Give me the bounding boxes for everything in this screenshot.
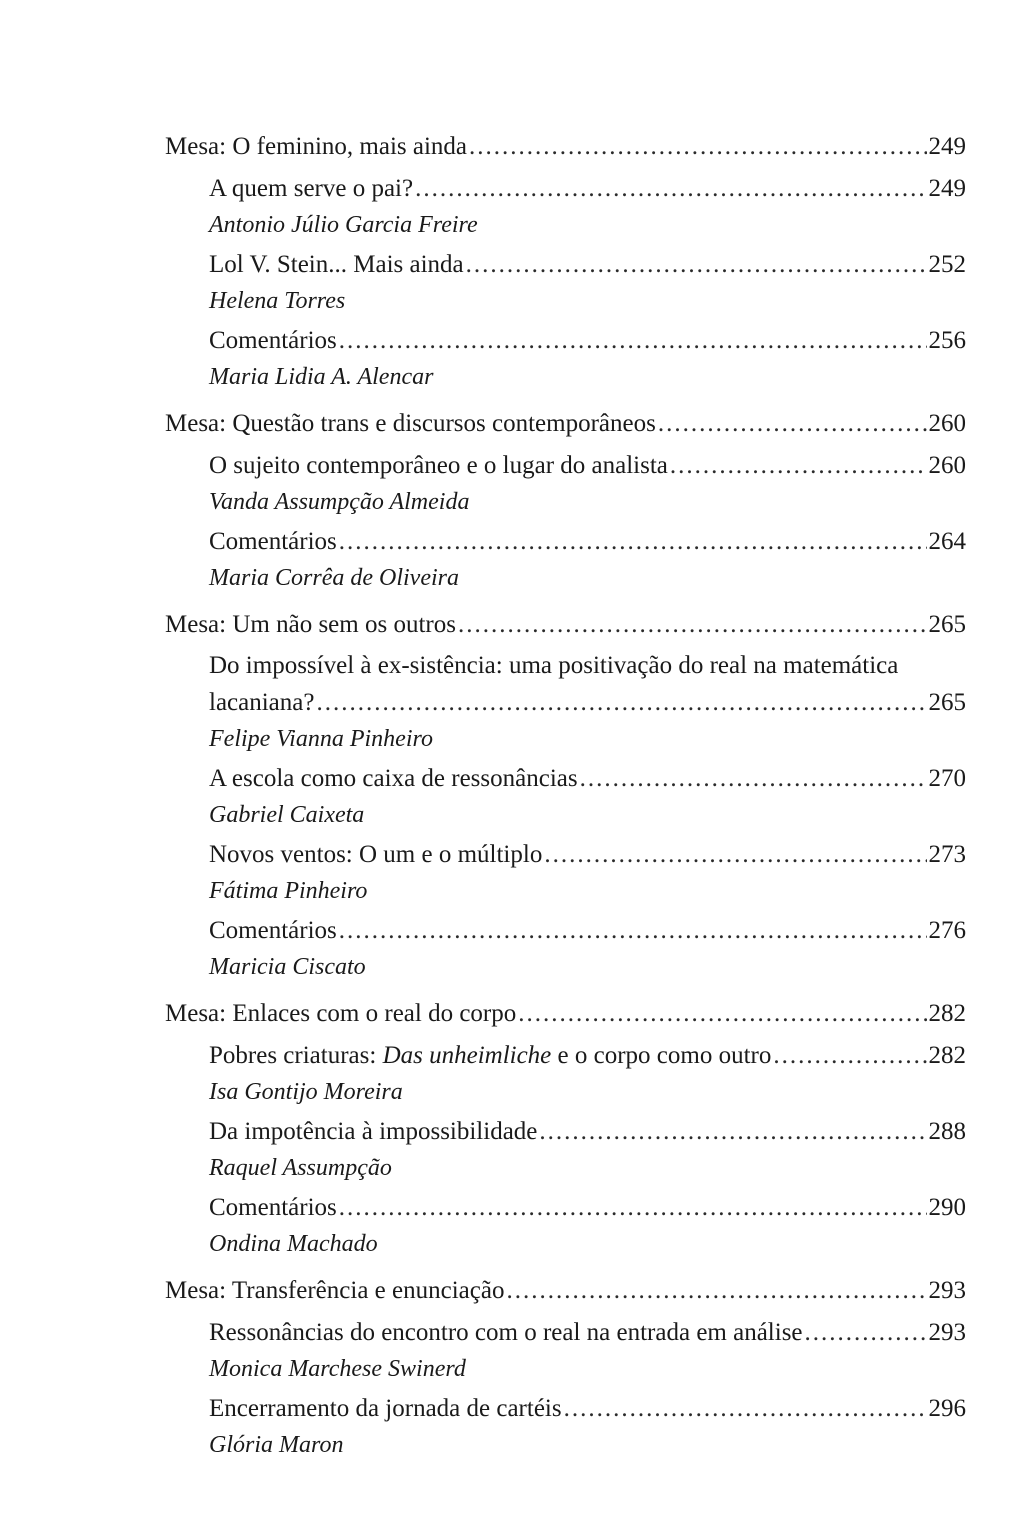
dot-leader: [580, 760, 927, 798]
toc-section: [165, 1272, 966, 1462]
dot-leader: [339, 1189, 927, 1227]
entry-page-number: 276: [928, 917, 966, 944]
entry-author: Felipe Vianna Pinheiro: [209, 726, 433, 752]
entry-page-number: 290: [928, 1194, 966, 1221]
entry-title: Comentários: [209, 528, 337, 555]
dot-leader: [658, 405, 927, 443]
entry-title: Lol V. Stein... Mais ainda: [209, 251, 464, 278]
entry-author: Maricia Ciscato: [209, 954, 366, 980]
toc-entry: [209, 1037, 966, 1109]
entry-title-line: Do impossível à ex-sistência: uma positivação do real na matemática: [209, 652, 899, 679]
toc-entry: [209, 912, 966, 984]
entry-author: Ondina Machado: [209, 1231, 378, 1257]
dot-leader: [316, 684, 926, 722]
toc-entry: [209, 760, 966, 832]
entry-page-number: 296: [928, 1395, 966, 1422]
entry-title-suffix: e o corpo como outro: [551, 1042, 772, 1069]
section-page-number: 249: [928, 133, 966, 160]
entry-page-number: 260: [928, 452, 966, 479]
entry-title: A escola como caixa de ressonâncias: [209, 765, 578, 792]
entry-author: Gabriel Caixeta: [209, 802, 365, 828]
section-heading: [165, 995, 966, 1033]
entry-author: Fátima Pinheiro: [209, 878, 368, 904]
toc-entry: [209, 170, 966, 242]
toc-entry: [209, 1113, 966, 1185]
toc-entry: [209, 1314, 966, 1386]
toc-entry: [209, 246, 966, 318]
toc-section: [165, 128, 966, 394]
dot-leader: [544, 836, 926, 874]
entry-title: O sujeito contemporâneo e o lugar do analista: [209, 452, 668, 479]
entry-title: Encerramento da jornada de cartéis: [209, 1395, 562, 1422]
dot-leader: [506, 1272, 926, 1310]
entry-author: Vanda Assumpção Almeida: [209, 489, 470, 515]
entry-page-number: 273: [928, 841, 966, 868]
section-title: Mesa: Um não sem os outros: [165, 611, 456, 638]
entry-author: Raquel Assumpção: [209, 1155, 392, 1181]
dot-leader: [805, 1314, 927, 1352]
entry-title: Comentários: [209, 1194, 337, 1221]
dot-leader: [539, 1113, 926, 1151]
dot-leader: [564, 1390, 927, 1428]
entry-author: Glória Maron: [209, 1432, 344, 1458]
entry-title-prefix: Pobres criaturas:: [209, 1042, 383, 1069]
section-heading: [165, 128, 966, 166]
dot-leader: [339, 523, 927, 561]
section-title: Mesa: Transferência e enunciação: [165, 1277, 505, 1304]
entry-page-number: 252: [928, 251, 966, 278]
toc-entry: [209, 322, 966, 394]
entry-title: [209, 1037, 771, 1075]
entry-page-number: 256: [928, 327, 966, 354]
entry-title: Novos ventos: O um e o múltiplo: [209, 841, 543, 868]
toc-entry: [209, 447, 966, 519]
entry-author: Maria Corrêa de Oliveira: [209, 565, 459, 591]
entry-title-continuation: lacaniana?: [209, 689, 315, 716]
dot-leader: [339, 912, 927, 950]
entry-page-number: 288: [928, 1118, 966, 1145]
dot-leader: [415, 170, 926, 208]
entry-page-number: 270: [928, 765, 966, 792]
section-page-number: 265: [928, 611, 966, 638]
toc-entry: [209, 523, 966, 595]
entry-page-number: 249: [928, 175, 966, 202]
entry-page-number: 282: [928, 1042, 966, 1069]
toc-section: [165, 405, 966, 595]
section-title: Mesa: Enlaces com o real do corpo: [165, 1000, 517, 1027]
toc-section: [165, 995, 966, 1261]
toc-entry: [209, 648, 966, 756]
dot-leader: [518, 995, 926, 1033]
entry-title: Da impotência à impossibilidade: [209, 1118, 538, 1145]
entry-title-italic: Das unheimliche: [382, 1042, 552, 1069]
section-page-number: 293: [928, 1277, 966, 1304]
dot-leader: [466, 246, 927, 284]
section-title: Mesa: O feminino, mais ainda: [165, 133, 468, 160]
entry-page-number: 265: [928, 689, 966, 716]
entry-author: Antonio Júlio Garcia Freire: [209, 212, 478, 238]
entry-title: A quem serve o pai?: [209, 175, 414, 202]
dot-leader: [670, 447, 927, 485]
dot-leader: [458, 606, 927, 644]
toc-entry: [209, 1189, 966, 1261]
dot-leader: [469, 128, 926, 166]
entry-author: Monica Marchese Swinerd: [209, 1356, 466, 1382]
entry-author: Isa Gontijo Moreira: [209, 1079, 403, 1105]
dot-leader: [339, 322, 927, 360]
section-heading: [165, 405, 966, 443]
section-title: Mesa: Questão trans e discursos contemporâneos: [165, 410, 656, 437]
toc-section: [165, 606, 966, 984]
entry-title: Ressonâncias do encontro com o real na entrada em análise: [209, 1319, 803, 1346]
entry-page-number: 293: [928, 1319, 966, 1346]
section-heading: [165, 606, 966, 644]
toc-entry: [209, 1390, 966, 1462]
section-heading: [165, 1272, 966, 1310]
toc-entry: [209, 836, 966, 908]
section-page-number: 260: [928, 410, 966, 437]
entry-author: Helena Torres: [209, 288, 346, 314]
entry-title: Comentários: [209, 327, 337, 354]
entry-author: Maria Lidia A. Alencar: [209, 364, 434, 390]
section-page-number: 282: [928, 1000, 966, 1027]
dot-leader: [773, 1037, 926, 1075]
entry-page-number: 264: [928, 528, 966, 555]
entry-title: Comentários: [209, 917, 337, 944]
